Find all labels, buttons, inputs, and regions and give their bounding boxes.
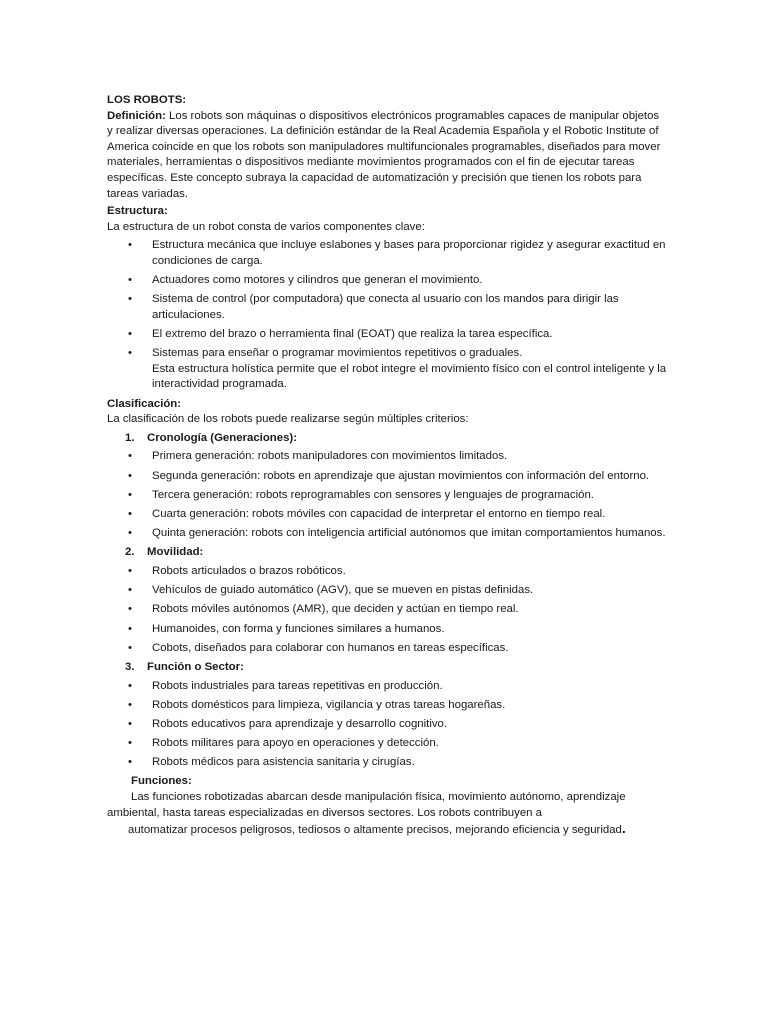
- list-item: • El extremo del brazo o herramienta final (EOAT) que realiza la tarea específica.: [107, 327, 667, 343]
- definition-text: Los robots son máquinas o dispositivos electrónicos programables capaces de manipular objetos y realizar diversas operaciones. La definición estándar de la Real Academia Española y el Robotic Institute of America coincide en que los robots son manipuladores multifuncionales programables, diseñados para mover materiales, herramientas o dispositivos mediante movimientos programados con el fin de ejecutar tareas específicas. Este concepto subraya la capacidad de automatización y precisión que tienen los robots para tareas variadas.: [107, 109, 661, 200]
- group-number: 2.: [125, 546, 135, 559]
- list-item: • Robots médicos para asistencia sanitaria y cirugías.: [107, 755, 667, 771]
- document-page: [107, 93, 667, 839]
- list-item: • Robots educativos para aprendizaje y desarrollo cognitivo.: [107, 717, 667, 733]
- group-number: 1.: [125, 431, 135, 444]
- functions-line-1: Las funciones robotizadas abarcan desde manipulación física, movimiento autónomo, aprendizaje: [131, 791, 626, 804]
- functions-line-3: [107, 821, 667, 839]
- list-item: • Robots industriales para tareas repetitivas en producción.: [107, 679, 667, 695]
- structure-closing: Esta estructura holística permite que el robot integre el movimiento físico con el control inteligente y la interactividad programada.: [152, 362, 667, 391]
- list-item: • Vehículos de guiado automático (AGV), que se mueven en pistas definidas.: [107, 583, 667, 599]
- list-item: • Sistema de control (por computadora) que conecta al usuario con los mandos para dirigir las articulaciones.: [107, 292, 667, 323]
- list-item: [107, 346, 667, 393]
- group-title: Movilidad:: [147, 546, 204, 559]
- mobility-list: [107, 564, 667, 656]
- list-item: • Cobots, diseñados para colaborar con humanos en tareas específicas.: [107, 641, 667, 657]
- definition-label: Definición:: [107, 109, 166, 122]
- group-title: Función o Sector:: [147, 660, 244, 673]
- list-item: • Quinta generación: robots con inteligencia artificial autónomos que imitan comportamientos humanos.: [107, 526, 667, 542]
- functions-line-2: ambiental, hasta tareas especializadas en diversos sectores. Los robots contribuyen a: [107, 806, 542, 819]
- list-item: • Cuarta generación: robots móviles con capacidad de interpretar el entorno en tiempo real.: [107, 507, 667, 523]
- group-heading-mobility: [107, 545, 667, 561]
- chronology-list: [107, 449, 667, 541]
- list-item: • Estructura mecánica que incluye eslabones y bases para proporcionar rigidez y asegurar exactitud en condiciones de carga.: [107, 238, 667, 269]
- group-number: 3.: [125, 660, 135, 673]
- functions-line-3-text: automatizar procesos peligrosos, tediosos o altamente precisos, mejorando eficiencia y seguridad: [128, 824, 622, 837]
- classification-intro: La clasificación de los robots puede realizarse según múltiples criterios:: [107, 413, 469, 426]
- definition-paragraph: [107, 109, 667, 203]
- functions-end-mark: .: [621, 820, 626, 837]
- list-item: • Actuadores como motores y cilindros que generan el movimiento.: [107, 273, 667, 289]
- group-heading-chronology: [107, 431, 667, 447]
- list-item: • Primera generación: robots manipuladores con movimientos limitados.: [107, 449, 667, 465]
- classification-heading: Clasificación:: [107, 397, 182, 410]
- list-item-text: Sistemas para enseñar o programar movimientos repetitivos o graduales.: [152, 347, 523, 360]
- list-item: • Robots articulados o brazos robóticos.: [107, 564, 667, 580]
- list-item: • Robots domésticos para limpieza, vigilancia y otras tareas hogareñas.: [107, 698, 667, 714]
- list-item: • Segunda generación: robots en aprendizaje que ajustan movimientos con información del entorno.: [107, 469, 667, 485]
- structure-intro: La estructura de un robot consta de varios componentes clave:: [107, 220, 425, 233]
- group-heading-function: [107, 660, 667, 676]
- group-title: Cronología (Generaciones):: [147, 431, 297, 444]
- list-item: • Robots móviles autónomos (AMR), que deciden y actúan en tiempo real.: [107, 602, 667, 618]
- list-item: • Robots militares para apoyo en operaciones y detección.: [107, 736, 667, 752]
- list-item: • Humanoides, con forma y funciones similares a humanos.: [107, 622, 667, 638]
- document-title: LOS ROBOTS:: [107, 94, 187, 106]
- function-list: [107, 679, 667, 771]
- functions-heading: Funciones:: [131, 775, 192, 788]
- structure-heading: Estructura:: [107, 205, 168, 218]
- list-item: • Tercera generación: robots reprogramables con sensores y lenguajes de programación.: [107, 488, 667, 504]
- structure-list: [107, 238, 667, 393]
